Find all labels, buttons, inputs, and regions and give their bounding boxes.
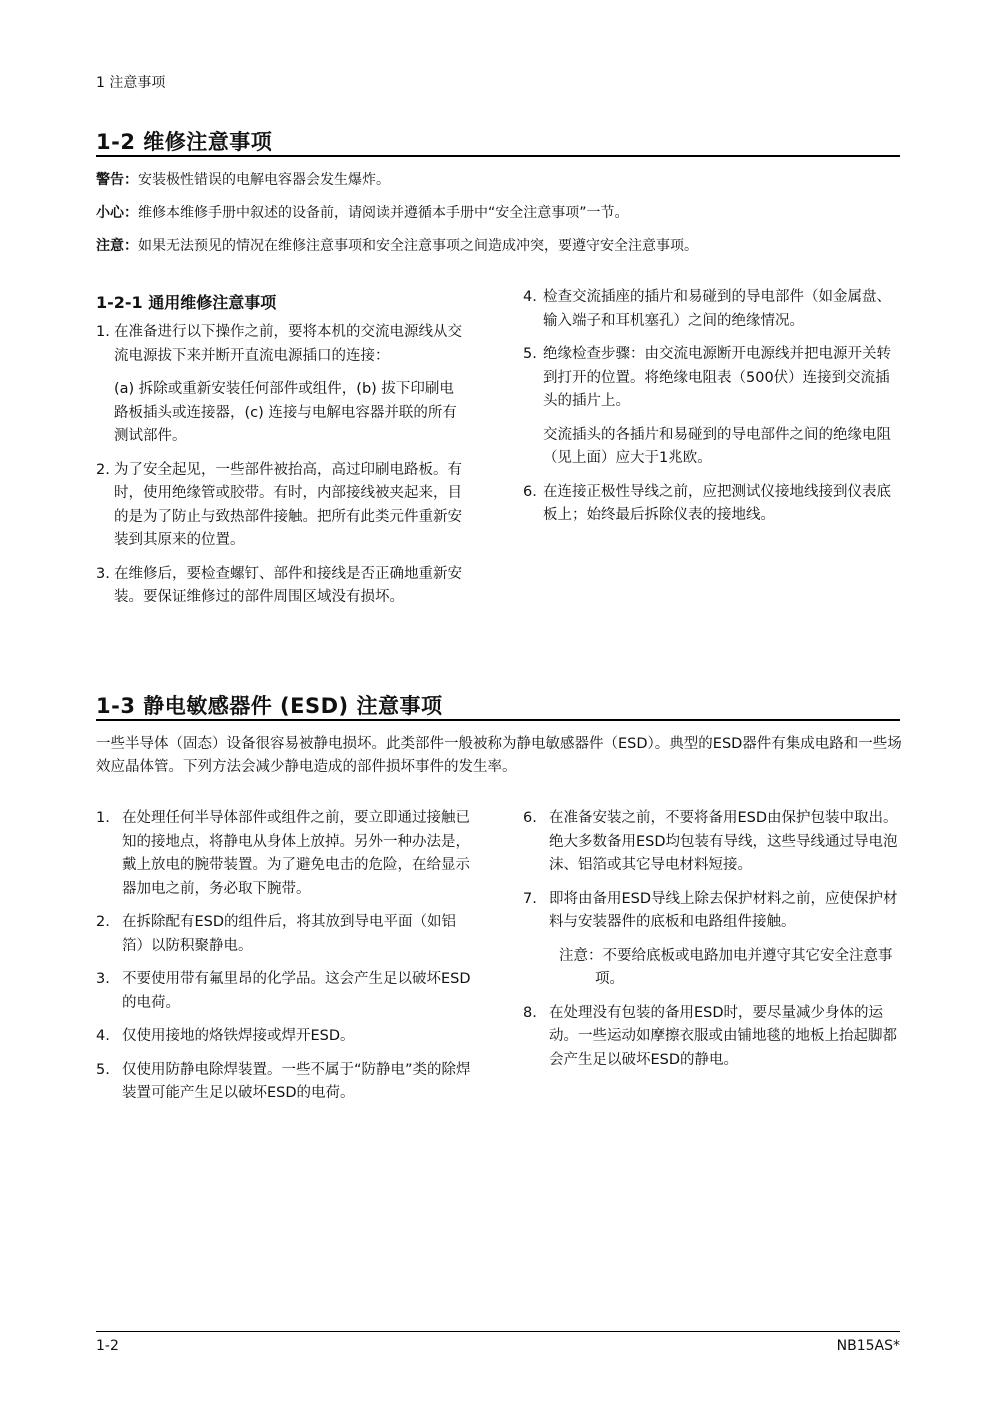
section-title-1-3: 1-3 静电敏感器件 (ESD) 注意事项	[96, 694, 443, 718]
sec12-left-column	[96, 321, 468, 620]
subsection-title-1-2-1: 1-2-1 通用维修注意事项	[96, 293, 277, 312]
list-item: 6. 在连接正极性导线之前，应把测试仪接地线接到仪表底板上；始终最后拆除仪表的接地线。	[523, 483, 891, 523]
list-item: 2. 在拆除配有ESD的组件后，将其放到导电平面（如铝箔）以防积聚静电。	[96, 914, 457, 954]
list-item: 4. 检查交流插座的插片和易碰到的导电部件（如金属盘、输入端子和耳机塞孔）之间的绝缘情况。	[523, 289, 891, 329]
attention-notice	[96, 236, 901, 256]
footer-rule	[96, 1331, 900, 1332]
list-item: 1. 在处理任何半导体部件或组件之前，要立即通过接触已知的接地点，将静电从身体上放掉。另外一种办法是，戴上放电的腕带装置。为了避免电击的危险，在给显示器加电之前，务必取下腕带。	[96, 810, 470, 897]
section-rule	[96, 155, 900, 157]
list-item: 6. 在准备安装之前，不要将备用ESD由保护包装中取出。绝大多数备用ESD均包装有导线，这些导线通过导电泡沫、铝箔或其它导电材料短接。	[523, 810, 898, 873]
list-item: 5. 绝缘检查步骤：由交流电源断开电源线并把电源开关转到打开的位置。将绝缘电阻表（500伏）连接到交流插头的插片上。	[523, 346, 891, 409]
esd-note: 注意：不要给底板或电路加电并遵守其它安全注意事项。	[559, 947, 893, 987]
sec12-right-column	[523, 286, 901, 538]
notice-text: 如果无法预见的情况在维修注意事项和安全注意事项之间造成冲突，要遵守安全注意事项。	[138, 238, 698, 254]
list-item: 3. 在维修后，要检查螺钉、部件和接线是否正确地重新安装。要保证维修过的部件周围区域没有损坏。	[96, 565, 462, 605]
list-item: 3. 不要使用带有氟里昂的化学品。这会产生足以破坏ESD的电荷。	[96, 971, 471, 1011]
esd-intro: 一些半导体（固态）设备很容易被静电损坏。此类部件一般被称为静电敏感器件（ESD）。典型的ESD器件有集成电路和一些场效应晶体管。下列方法会减少静电造成的部件损坏事件的发生率。	[96, 736, 902, 775]
list-item: 4. 仅使用接地的烙铁焊接或焊开ESD。	[96, 1028, 355, 1044]
running-head: 1 注意事项	[96, 75, 166, 91]
caution-notice	[96, 203, 901, 223]
list-item: 5. 仅使用防静电除焊装置。一些不属于“防静电”类的除焊装置可能产生足以破坏ESD的电荷。	[96, 1061, 471, 1101]
notice-label: 小心：	[96, 205, 138, 221]
list-item: 7. 即将由备用ESD导线上除去保护材料之前，应使保护材料与安装器件的底板和电路组件接触。	[523, 890, 898, 930]
notice-text: 安装极性错误的电解电容器会发生爆炸。	[138, 172, 390, 188]
list-item: 2. 为了安全起见，一些部件被抬高，高过印刷电路板。有时，使用绝缘管或胶带。有时，内部接线被夹起来，目的是为了防止与致热部件接触。把所有此类元件重新安装到其原来的位置。	[96, 461, 462, 548]
model-number: NB15AS*	[836, 1338, 900, 1354]
list-item: 1. 在准备进行以下操作之前，要将本机的交流电源线从交流电源拔下来并断开直流电源插口的连接：	[96, 324, 462, 364]
list-subparagraph: 交流插头的各插片和易碰到的导电部件之间的绝缘电阻（见上面）应大于1兆欧。	[543, 426, 891, 466]
sec13-right-column	[523, 807, 901, 1082]
list-item: 8. 在处理没有包装的备用ESD时，要尽量减少身体的运动。一些运动如摩擦衣服或由铺地毯的地板上抬起脚都会产生足以破坏ESD的静电。	[523, 1004, 897, 1068]
section-title-1-2: 1-2 维修注意事项	[96, 130, 273, 154]
section-rule	[96, 719, 900, 721]
notice-text: 维修本维修手册中叙述的设备前，请阅读并遵循本手册中“安全注意事项”一节。	[138, 205, 629, 221]
sec13-left-column	[96, 807, 474, 1116]
list-subparagraph: (a) 拆除或重新安装任何部件或组件，(b) 拔下印刷电路板插头或连接器，(c) 连接与电解电容器并联的所有测试部件。	[114, 381, 457, 444]
notice-label: 注意：	[96, 238, 138, 254]
notice-label: 警告：	[96, 172, 138, 188]
page-number: 1-2	[96, 1338, 119, 1354]
warning-notice	[96, 170, 901, 190]
